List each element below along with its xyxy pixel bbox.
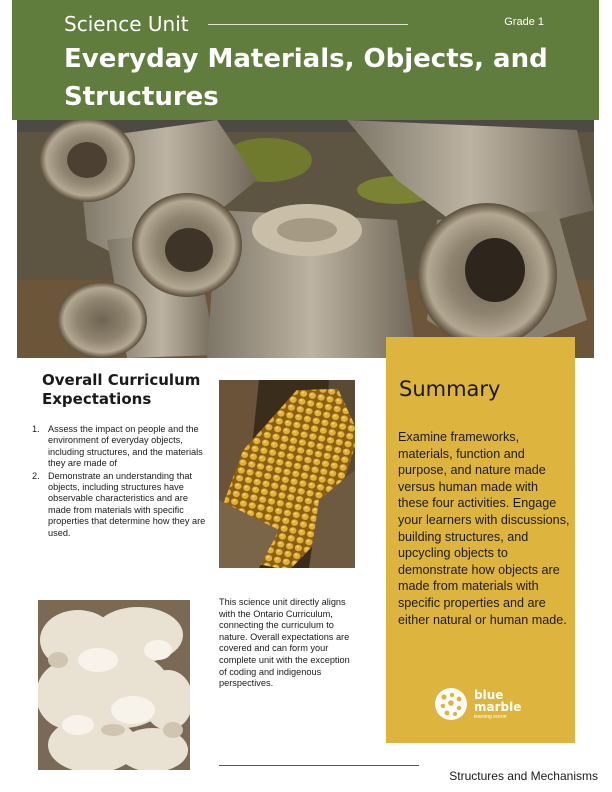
expectation-item [32,470,206,539]
logo-word-marble: marble [474,700,522,714]
grade-label: Grade 1 [504,16,544,28]
page-title: Everyday Materials, Objects, and Structures [64,44,548,112]
summary-title: Summary [399,377,501,401]
expectations-list [32,424,206,540]
logo-subtitle: learning scene [474,714,507,720]
expectation-text: Assess the impact on people and the environment of everyday objects, including structures, and the materials they are made of [48,424,203,469]
expectation-number: 1. [32,424,40,434]
wool-image [38,600,190,770]
curriculum-alignment-text: This science unit directly aligns with the Ontario Curriculum, connecting the curriculum to nature. Overall expectations are covered and can form your complete unit with the exception of coding and indigenous perspectives. [219,597,350,689]
expectation-number: 2. [32,470,40,481]
marble-icon [434,687,468,721]
logo-word-blue: blue [474,688,504,702]
summary-box [386,337,575,743]
hero-image-logs [17,120,594,358]
logo-wordmark [474,689,521,713]
footer-divider [219,765,419,766]
footer-label: Structures and Mechanisms [449,769,598,783]
expectation-item [32,424,206,470]
header-divider [208,24,408,25]
blue-marble-logo [434,687,544,727]
header-banner [12,0,599,120]
summary-text: Examine frameworks, materials, function and purpose, and nature made versus human made with these four activities. Engage your learners with discussions, building structures, and upcycling objects to demonstrate how objects are made from materials with specific properties and are either natural or human made. [398,430,570,627]
expectation-text: Demonstrate an understanding that objects, including structures have observable characteristics and are made from materials with specific properties that determine how they are used. [48,470,206,538]
expectations-heading: Overall Curriculum Expectations [42,371,201,408]
unit-label: Science Unit [64,12,189,36]
corn-image [219,380,355,568]
